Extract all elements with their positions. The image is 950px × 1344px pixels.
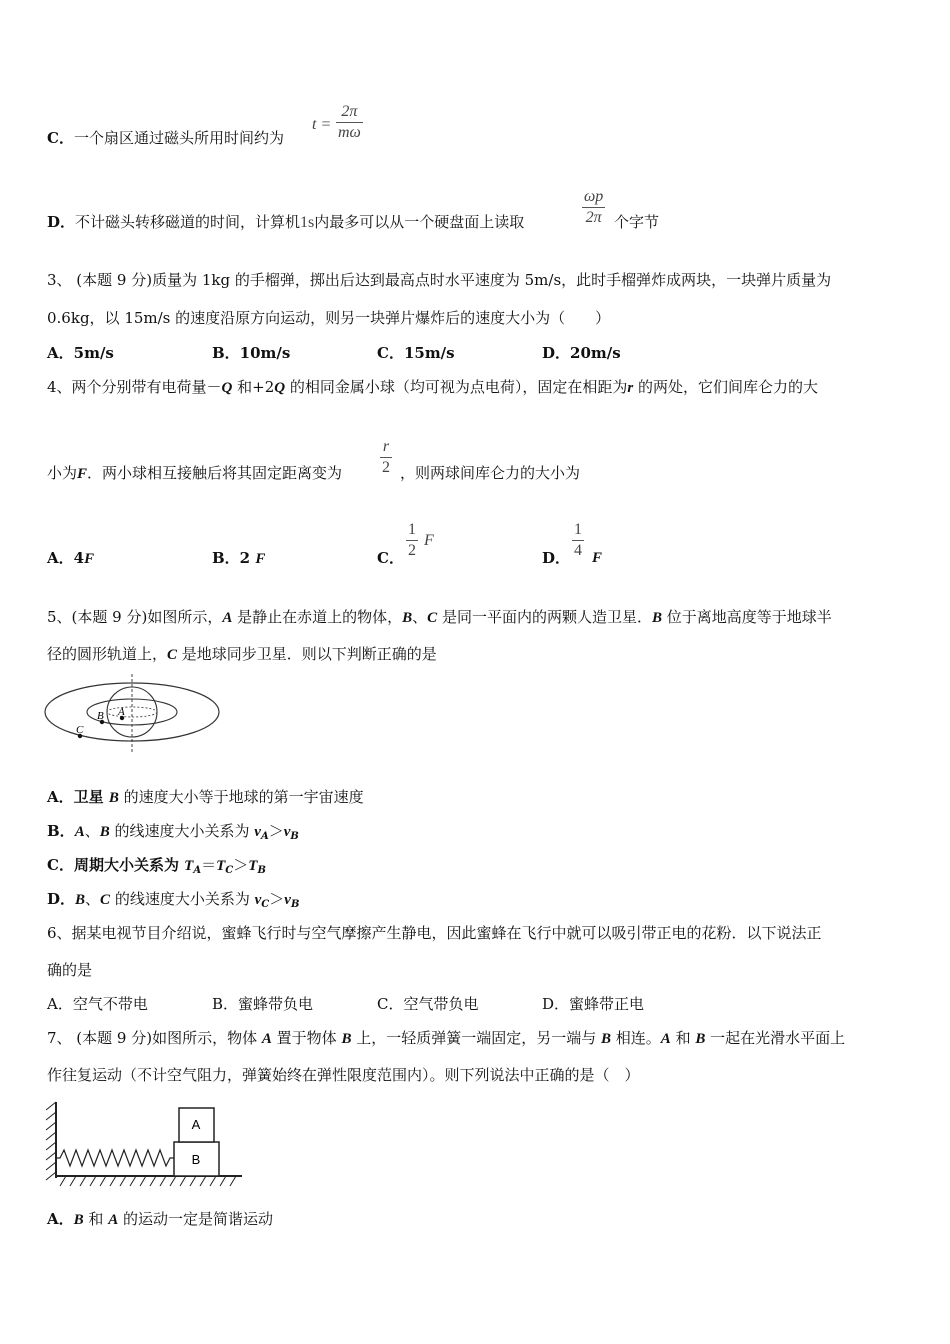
q5-line1: 5、(本题 9 分)如图所示，A 是静止在赤道上的物体，B、C 是同一平面内的两颗人造卫星．B 位于离地高度等于地球半 (47, 608, 832, 626)
q6-line1: 6、据某电视节目介绍说，蜜蜂飞行时与空气摩擦产生静电，因此蜜蜂在飞行中就可以吸引带正电的花粉．以下说法正 (47, 924, 822, 942)
q4-line1: 4、两个分别带有电荷量－Q 和+2Q 的相同金属小球（均可视为点电荷），固定在相距为r 的两处，它们间库仑力的大 (47, 378, 819, 396)
q7-line1: 7、 (本题 9 分)如图所示，物体 A 置于物体 B 上，一轻质弹簧一端固定，另一端与 B 相连。A 和 B 一起在光滑水平面上 (47, 1029, 846, 1047)
q4-line2: 小为F．两小球相互接触后将其固定距离变为 (47, 464, 343, 482)
q5-orbit-figure (40, 672, 226, 758)
q6-option-b[interactable]: B．蜜蜂带负电 (212, 995, 314, 1013)
q3-line2: 0.6kg，以 15m/s 的速度沿原方向运动，则另一块弹片爆炸后的速度大小为（ ） (47, 309, 611, 327)
q5-option-a[interactable]: A．卫星 B 的速度大小等于地球的第一宇宙速度 (47, 788, 364, 806)
q5-option-b[interactable]: B．A、B 的线速度大小关系为 $v_A>v_B$ (47, 822, 299, 842)
q3-option-c[interactable]: C．15m/s (377, 344, 455, 362)
q3-option-d[interactable]: D．20m/s (542, 344, 621, 362)
q6-option-a[interactable]: A．空气不带电 (47, 995, 148, 1013)
q7-spring-figure (42, 1098, 244, 1190)
q4-option-c-f: F (424, 532, 434, 549)
q3-option-a[interactable]: A．5m/s (47, 344, 114, 362)
q5-option-c[interactable]: C．周期大小关系为 $T_A=T_C>T_B$ (47, 856, 266, 876)
q5-fig-label-c: C (76, 724, 84, 736)
q6-option-d[interactable]: D．蜜蜂带正电 (542, 995, 645, 1013)
q5-option-d[interactable]: D．B、C 的线速度大小关系为 $v_C>v_B$ (47, 890, 300, 910)
q2-c-fraction: 2π mω (338, 103, 361, 141)
q7-line2: 作往复运动（不计空气阻力，弹簧始终在弹性限度范围内）。则下列说法中正确的是（ ） (47, 1066, 640, 1084)
q2-option-c: C．一个扇区通过磁头所用时间约为 (47, 129, 284, 147)
q4-option-d-fraction: 1 4 (574, 521, 582, 559)
q6-line2: 确的是 (47, 961, 93, 979)
q4-option-c-fraction: 1 2 (408, 521, 416, 559)
q2-c-formula-lhs: t = (312, 116, 332, 133)
q5-line2: 径的圆形轨道上，C 是地球同步卫星．则以下判断正确的是 (47, 645, 437, 663)
q2-d-fraction: ωp 2π (584, 188, 604, 226)
q7-block-a-label: A (191, 1117, 201, 1132)
q4-option-b[interactable]: B．2 F (212, 549, 266, 567)
q5-fig-label-b: B (97, 710, 104, 722)
q4-line2-end: ，则两球间库仑力的大小为 (400, 464, 581, 482)
q4-option-a[interactable]: A．4F (47, 549, 95, 567)
q5-fig-label-a: A (118, 706, 125, 718)
q2-option-d: D．不计磁头转移磁道的时间，计算机1s内最多可以从一个硬盘面上读取 (47, 213, 525, 231)
q4-option-c[interactable]: C． (377, 549, 404, 567)
q4-option-d[interactable]: D． (542, 549, 571, 567)
q3-option-b[interactable]: B．10m/s (212, 344, 291, 362)
q7-block-b-label: B (191, 1152, 201, 1167)
q4-option-d-f: F (592, 550, 603, 566)
q7-option-a[interactable]: A．B 和 A 的运动一定是简谐运动 (47, 1210, 273, 1228)
q4-r-fraction: r 2 (382, 438, 390, 476)
q3-line1: 3、 (本题 9 分)质量为 1kg 的手榴弹，掷出后达到最高点时水平速度为 5m/s，此时手榴弹炸成两块，一块弹片质量为 (47, 271, 832, 289)
q2-d-suffix: 个字节 (614, 213, 660, 231)
q6-option-c[interactable]: C．空气带负电 (377, 995, 479, 1013)
